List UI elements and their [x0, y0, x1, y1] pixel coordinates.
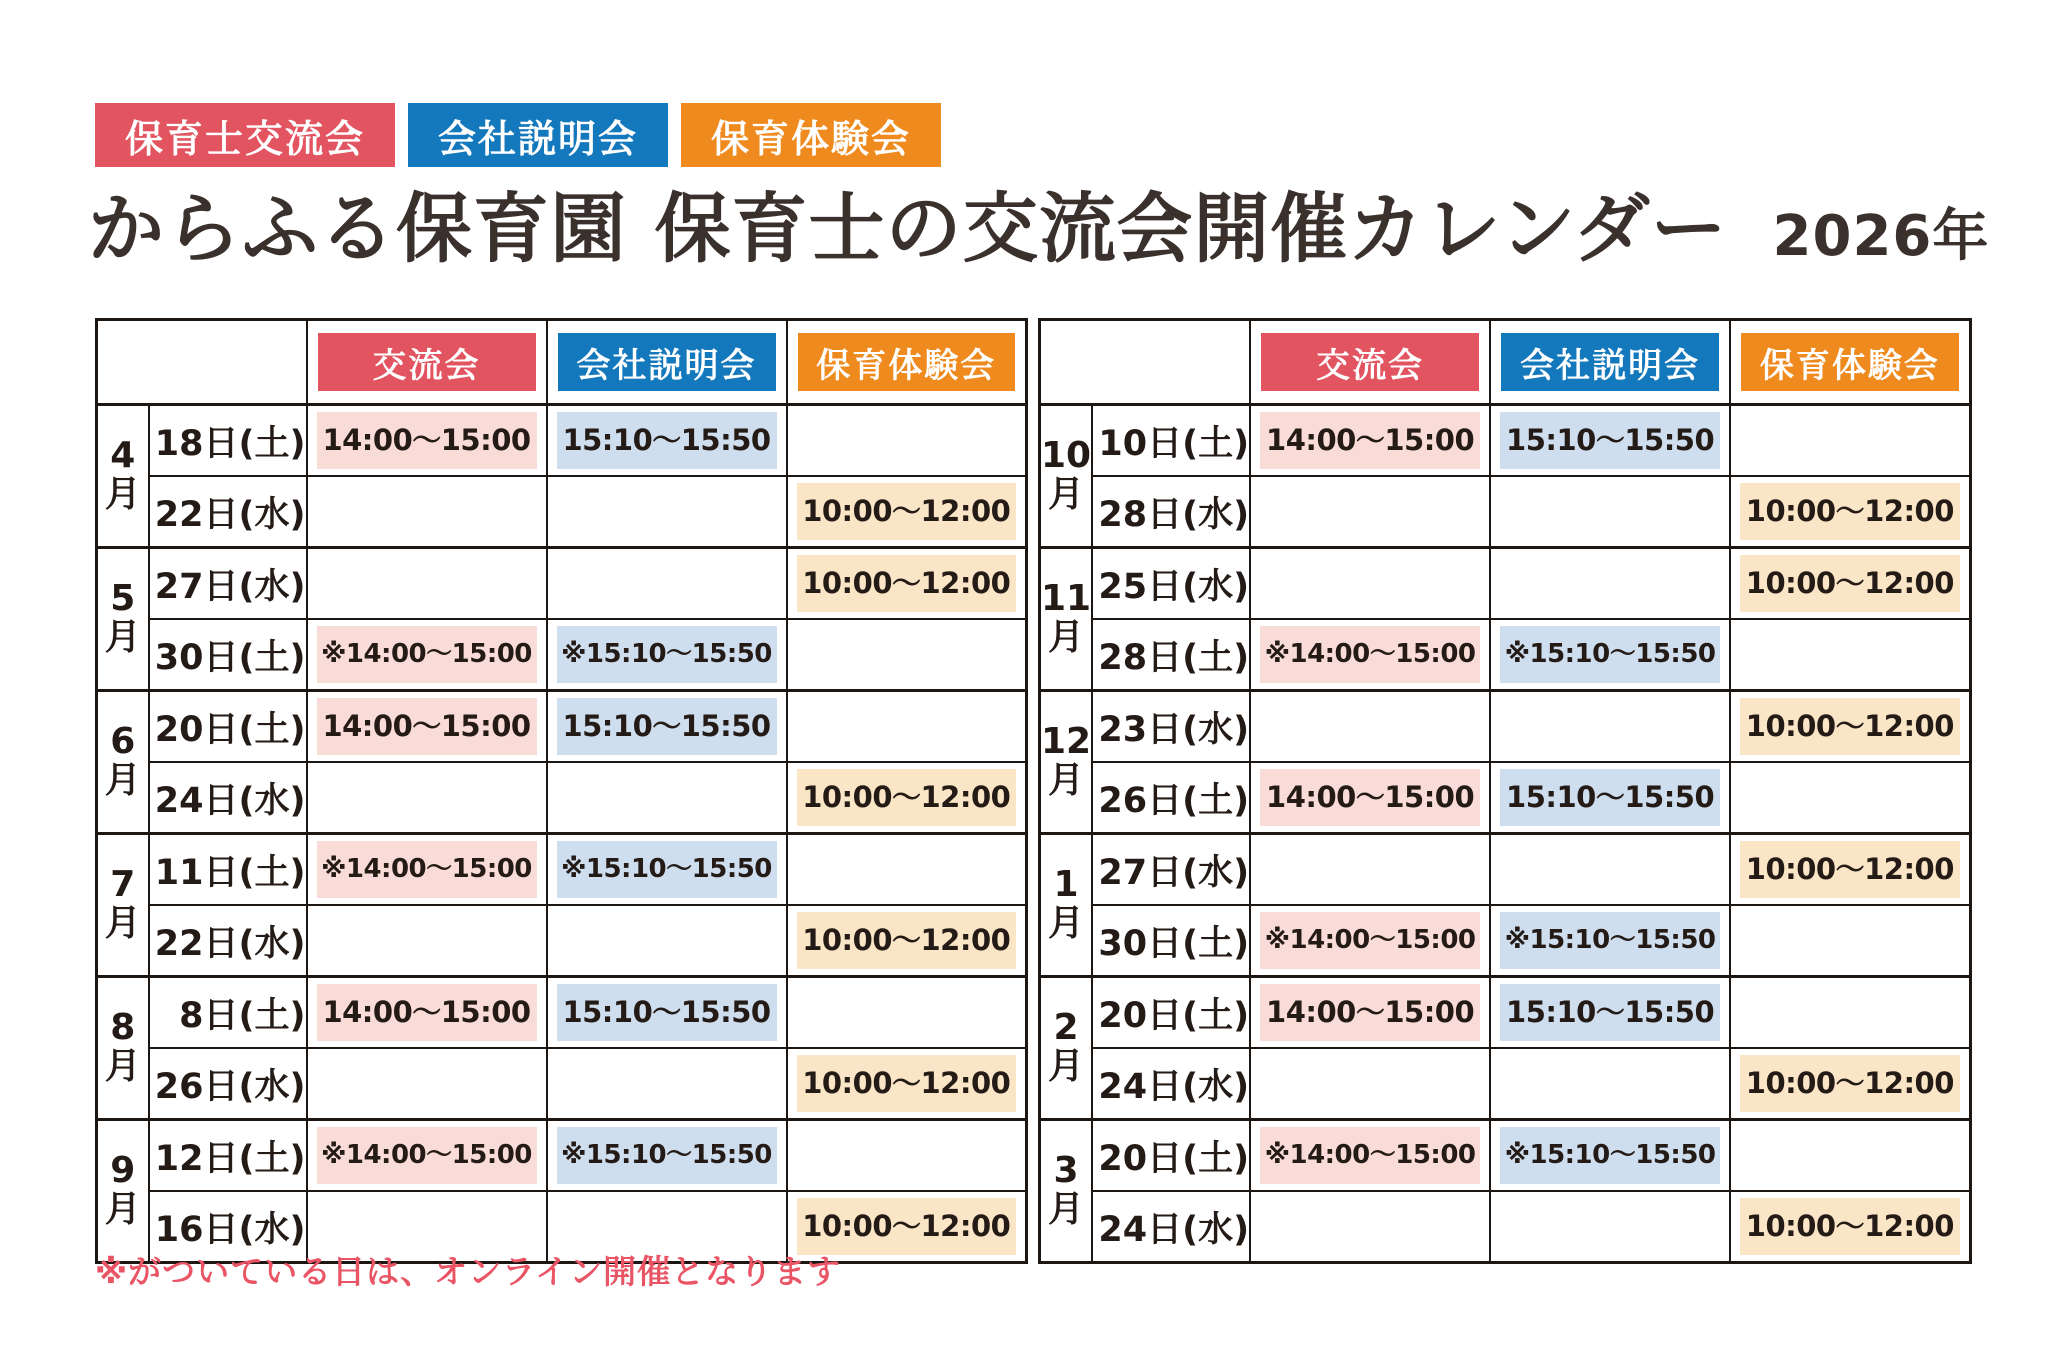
legend-badge-kouryukai: 保育士交流会 — [95, 103, 395, 167]
month-label — [98, 580, 148, 658]
column-header-setsumeikai: 会社説明会 — [558, 333, 776, 391]
time-pill: 14:00〜15:00 — [317, 984, 537, 1041]
calendar-row — [97, 405, 1027, 477]
time-pill: ※15:10〜15:50 — [557, 626, 777, 683]
date-cell: 24日(水) — [1092, 1048, 1250, 1120]
time-pill: 10:00〜12:00 — [1740, 555, 1960, 612]
month-cell — [97, 1120, 149, 1263]
month-unit: 月 — [1048, 474, 1085, 515]
date-cell: 12日(土) — [149, 1120, 307, 1192]
page-title — [88, 168, 1989, 277]
column-header-taikenkai: 保育体験会 — [798, 333, 1016, 391]
time-pill: 10:00〜12:00 — [1740, 1055, 1960, 1112]
column-header-setsumeikai-cell — [1490, 320, 1730, 405]
month-label — [1041, 723, 1091, 801]
month-cell — [1040, 1120, 1093, 1263]
event-cell — [1250, 548, 1490, 620]
event-cell — [1730, 548, 1970, 620]
month-unit: 月 — [1048, 617, 1085, 658]
calendar-row — [1040, 905, 1971, 977]
month-cell — [97, 834, 149, 977]
time-pill: 10:00〜12:00 — [1740, 483, 1960, 540]
event-cell — [547, 476, 787, 548]
time-pill: 10:00〜12:00 — [1740, 698, 1960, 755]
month-label — [1041, 580, 1091, 658]
calendar-row — [1040, 834, 1971, 906]
time-pill: ※15:10〜15:50 — [1500, 626, 1720, 683]
date-cell: 8日(土) — [149, 977, 307, 1049]
date-cell: 30日(土) — [149, 619, 307, 691]
month-label — [1041, 1152, 1091, 1230]
calendar-row — [1040, 548, 1971, 620]
month-cell — [1040, 977, 1093, 1120]
event-cell — [547, 619, 787, 691]
time-pill: ※14:00〜15:00 — [1260, 912, 1480, 969]
column-header-setsumeikai-cell — [547, 320, 787, 405]
event-cell — [1730, 405, 1970, 477]
month-unit: 月 — [104, 760, 141, 801]
date-cell: 27日(水) — [149, 548, 307, 620]
event-cell — [307, 619, 547, 691]
event-cell — [547, 405, 787, 477]
time-pill: 14:00〜15:00 — [317, 412, 537, 469]
time-pill: 10:00〜12:00 — [797, 912, 1017, 969]
calendar-row — [1040, 1191, 1971, 1263]
event-cell — [1730, 476, 1970, 548]
month-cell — [97, 691, 149, 834]
date-cell: 28日(水) — [1092, 476, 1250, 548]
footnote-online-note: ※がついている日は、オンライン開催となります — [95, 1252, 842, 1291]
event-cell — [547, 1048, 787, 1120]
calendar-row — [97, 1048, 1027, 1120]
event-cell — [307, 762, 547, 834]
event-cell — [307, 1048, 547, 1120]
month-label — [98, 1009, 148, 1087]
calendar-row — [97, 977, 1027, 1049]
event-cell — [1490, 762, 1730, 834]
date-cell: 16日(水) — [149, 1191, 307, 1263]
date-cell: 28日(土) — [1092, 619, 1250, 691]
event-cell — [1250, 405, 1490, 477]
event-cell — [1730, 1048, 1970, 1120]
month-number: 4 — [110, 435, 136, 477]
event-cell — [1250, 834, 1490, 906]
event-cell — [787, 548, 1027, 620]
event-cell — [787, 1120, 1027, 1192]
date-cell: 27日(水) — [1092, 834, 1250, 906]
month-label — [1041, 437, 1091, 515]
event-cell — [1730, 1120, 1970, 1192]
date-cell: 20日(土) — [1092, 977, 1250, 1049]
event-cell — [547, 762, 787, 834]
event-cell — [1250, 1120, 1490, 1192]
calendar-row — [97, 476, 1027, 548]
calendar-row — [97, 691, 1027, 763]
event-cell — [307, 691, 547, 763]
page-title-main: からふる保育園 保育士の交流会開催カレンダー — [88, 184, 1728, 273]
month-cell — [1040, 405, 1093, 548]
calendar-header-row — [97, 320, 1027, 405]
time-pill: 15:10〜15:50 — [557, 984, 777, 1041]
event-cell — [547, 905, 787, 977]
event-cell — [1730, 977, 1970, 1049]
column-header-taikenkai-cell — [787, 320, 1027, 405]
column-header-kouryukai-cell — [1250, 320, 1490, 405]
event-cell — [1730, 834, 1970, 906]
event-cell — [1250, 619, 1490, 691]
event-cell — [1490, 548, 1730, 620]
event-cell — [787, 405, 1027, 477]
event-cell — [1490, 1120, 1730, 1192]
date-cell: 23日(水) — [1092, 691, 1250, 763]
month-label — [1041, 1009, 1091, 1087]
event-cell — [307, 548, 547, 620]
time-pill: 10:00〜12:00 — [797, 769, 1017, 826]
event-cell — [1490, 691, 1730, 763]
month-number: 8 — [110, 1007, 136, 1049]
event-cell — [1250, 1048, 1490, 1120]
month-cell — [1040, 834, 1093, 977]
time-pill: 14:00〜15:00 — [1260, 769, 1480, 826]
date-cell: 26日(土) — [1092, 762, 1250, 834]
calendar-row — [1040, 1048, 1971, 1120]
event-cell — [1730, 1191, 1970, 1263]
month-number: 12 — [1041, 721, 1092, 763]
time-pill: 14:00〜15:00 — [317, 698, 537, 755]
event-cell — [307, 476, 547, 548]
event-cell — [307, 1120, 547, 1192]
calendar-row — [1040, 1120, 1971, 1192]
time-pill: ※14:00〜15:00 — [1260, 1127, 1480, 1184]
month-unit: 月 — [1048, 1189, 1085, 1230]
time-pill: 10:00〜12:00 — [797, 483, 1017, 540]
event-cell — [1250, 691, 1490, 763]
event-cell — [1490, 476, 1730, 548]
calendar-row — [97, 548, 1027, 620]
event-cell — [547, 1120, 787, 1192]
month-number: 9 — [110, 1150, 136, 1192]
month-label — [98, 866, 148, 944]
time-pill: 15:10〜15:50 — [1500, 412, 1720, 469]
month-number: 2 — [1053, 1007, 1079, 1049]
month-cell — [1040, 691, 1093, 834]
event-cell — [1730, 905, 1970, 977]
time-pill: ※15:10〜15:50 — [1500, 912, 1720, 969]
calendar-row — [1040, 476, 1971, 548]
time-pill: 10:00〜12:00 — [797, 555, 1017, 612]
date-cell: 22日(水) — [149, 476, 307, 548]
column-header-kouryukai: 交流会 — [318, 333, 536, 391]
event-cell — [787, 834, 1027, 906]
event-cell — [1730, 762, 1970, 834]
month-unit: 月 — [104, 1046, 141, 1087]
event-cell — [307, 905, 547, 977]
column-header-taikenkai: 保育体験会 — [1741, 333, 1959, 391]
event-cell — [787, 977, 1027, 1049]
calendar-tables — [95, 318, 1972, 1264]
month-cell — [97, 548, 149, 691]
time-pill: 15:10〜15:50 — [1500, 769, 1720, 826]
month-number: 11 — [1041, 578, 1092, 620]
event-cell — [307, 977, 547, 1049]
event-cell — [547, 834, 787, 906]
time-pill: 10:00〜12:00 — [1740, 841, 1960, 898]
calendar-row — [1040, 619, 1971, 691]
calendar-row — [1040, 762, 1971, 834]
time-pill: ※15:10〜15:50 — [557, 841, 777, 898]
event-cell — [787, 691, 1027, 763]
calendar-row — [1040, 405, 1971, 477]
month-number: 7 — [110, 864, 136, 906]
calendar-row — [97, 762, 1027, 834]
event-cell — [1490, 405, 1730, 477]
event-cell — [1490, 905, 1730, 977]
date-cell: 10日(土) — [1092, 405, 1250, 477]
month-number: 10 — [1041, 435, 1092, 477]
month-number: 3 — [1053, 1150, 1079, 1192]
event-cell — [787, 762, 1027, 834]
calendar-row — [97, 619, 1027, 691]
month-unit: 月 — [104, 474, 141, 515]
time-pill: 15:10〜15:50 — [557, 412, 777, 469]
time-pill: 15:10〜15:50 — [557, 698, 777, 755]
time-pill: ※14:00〜15:00 — [1260, 626, 1480, 683]
corner-cell — [97, 320, 307, 405]
event-cell — [1250, 905, 1490, 977]
event-cell — [1250, 762, 1490, 834]
event-cell — [1490, 619, 1730, 691]
month-unit: 月 — [1048, 1046, 1085, 1087]
event-cell — [1490, 834, 1730, 906]
date-cell: 30日(土) — [1092, 905, 1250, 977]
column-header-taikenkai-cell — [1730, 320, 1970, 405]
event-cell — [307, 834, 547, 906]
time-pill: ※14:00〜15:00 — [317, 841, 537, 898]
time-pill: ※15:10〜15:50 — [1500, 1127, 1720, 1184]
time-pill: 14:00〜15:00 — [1260, 412, 1480, 469]
time-pill: ※15:10〜15:50 — [557, 1127, 777, 1184]
date-cell: 24日(水) — [149, 762, 307, 834]
event-cell — [547, 977, 787, 1049]
month-label — [1041, 866, 1091, 944]
legend-badge-setsumeikai: 会社説明会 — [408, 103, 668, 167]
time-pill: 10:00〜12:00 — [797, 1198, 1017, 1255]
legend — [95, 103, 941, 167]
time-pill: 14:00〜15:00 — [1260, 984, 1480, 1041]
month-unit: 月 — [104, 1189, 141, 1230]
month-cell — [1040, 548, 1093, 691]
event-cell — [787, 619, 1027, 691]
event-cell — [1730, 619, 1970, 691]
column-header-setsumeikai: 会社説明会 — [1501, 333, 1719, 391]
event-cell — [547, 691, 787, 763]
page-title-year: 2026年 — [1772, 204, 1990, 269]
month-label — [98, 723, 148, 801]
month-cell — [97, 405, 149, 548]
date-cell: 20日(土) — [1092, 1120, 1250, 1192]
calendar-table-april-to-september — [95, 318, 1028, 1264]
date-cell: 22日(水) — [149, 905, 307, 977]
date-cell: 24日(水) — [1092, 1191, 1250, 1263]
month-number: 6 — [110, 721, 136, 763]
event-cell — [787, 1048, 1027, 1120]
month-cell — [97, 977, 149, 1120]
date-cell: 11日(土) — [149, 834, 307, 906]
calendar-row — [1040, 977, 1971, 1049]
month-label — [98, 1152, 148, 1230]
month-unit: 月 — [1048, 760, 1085, 801]
event-cell — [1490, 1048, 1730, 1120]
calendar-header-row — [1040, 320, 1971, 405]
event-cell — [1250, 1191, 1490, 1263]
column-header-kouryukai: 交流会 — [1261, 333, 1479, 391]
time-pill: 10:00〜12:00 — [797, 1055, 1017, 1112]
time-pill: ※14:00〜15:00 — [317, 626, 537, 683]
event-cell — [307, 405, 547, 477]
event-cell — [1250, 977, 1490, 1049]
month-number: 5 — [110, 578, 136, 620]
event-cell — [1490, 1191, 1730, 1263]
month-label — [98, 437, 148, 515]
event-cell — [787, 905, 1027, 977]
column-header-kouryukai-cell — [307, 320, 547, 405]
legend-badge-taikenkai: 保育体験会 — [681, 103, 941, 167]
time-pill: ※14:00〜15:00 — [317, 1127, 537, 1184]
event-cell — [547, 548, 787, 620]
month-unit: 月 — [1048, 903, 1085, 944]
date-cell: 25日(水) — [1092, 548, 1250, 620]
corner-cell — [1040, 320, 1251, 405]
event-cell — [1490, 977, 1730, 1049]
calendar-row — [1040, 691, 1971, 763]
event-cell — [1250, 476, 1490, 548]
calendar-row — [97, 1120, 1027, 1192]
time-pill: 15:10〜15:50 — [1500, 984, 1720, 1041]
time-pill: 10:00〜12:00 — [1740, 1198, 1960, 1255]
month-number: 1 — [1053, 864, 1079, 906]
calendar-row — [97, 834, 1027, 906]
calendar-table-october-to-march — [1038, 318, 1972, 1264]
event-cell — [1730, 691, 1970, 763]
event-cell — [787, 476, 1027, 548]
month-unit: 月 — [104, 617, 141, 658]
date-cell: 18日(土) — [149, 405, 307, 477]
calendar-row — [97, 905, 1027, 977]
date-cell: 20日(土) — [149, 691, 307, 763]
month-unit: 月 — [104, 903, 141, 944]
date-cell: 26日(水) — [149, 1048, 307, 1120]
